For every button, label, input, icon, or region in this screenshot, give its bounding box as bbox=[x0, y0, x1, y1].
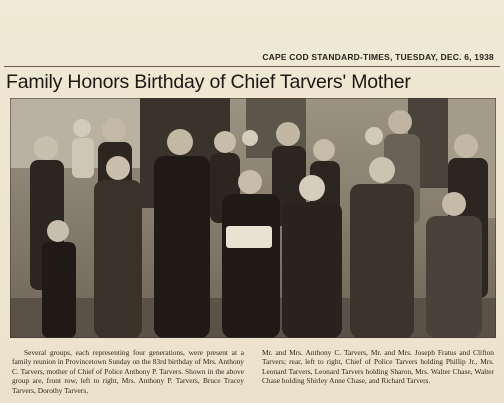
caption-left: Several groups, each representing four generations, were present at a family reunion in Provincetown Sunday on the 83rd birthday of Mrs. Anthony C. Tarvers, mother of Chief of Police Anthony P. Tarvers. Shown in the above group are, front row, left to right, Mrs. Anthony P. Tarvers, Bruce Tracey Tarvers, Dorothy Tarvers, bbox=[12, 348, 244, 395]
header-rule bbox=[4, 66, 500, 67]
photo-illustration bbox=[10, 98, 496, 338]
birthday-cake bbox=[226, 226, 272, 248]
caption-right: Mr. and Mrs. Anthony C. Tarvers, Mr. and Mrs. Joseph Fratus and Clifton Tarvers; rear, left to right, Chief of Police Tarvers holding Phillip Jr., Mrs. Leonard Tarvers, Leonard Tarvers holding Sharon, Mrs. Walter Chase, Walter Chase holding Shirley Anne Chase, and Richard Tarvers. bbox=[262, 348, 494, 386]
family-group-photo bbox=[10, 98, 496, 338]
headline: Family Honors Birthday of Chief Tarvers' Mother bbox=[6, 71, 411, 93]
masthead: CAPE COD STANDARD-TIMES, TUESDAY, DEC. 6, 1938 bbox=[262, 52, 494, 62]
